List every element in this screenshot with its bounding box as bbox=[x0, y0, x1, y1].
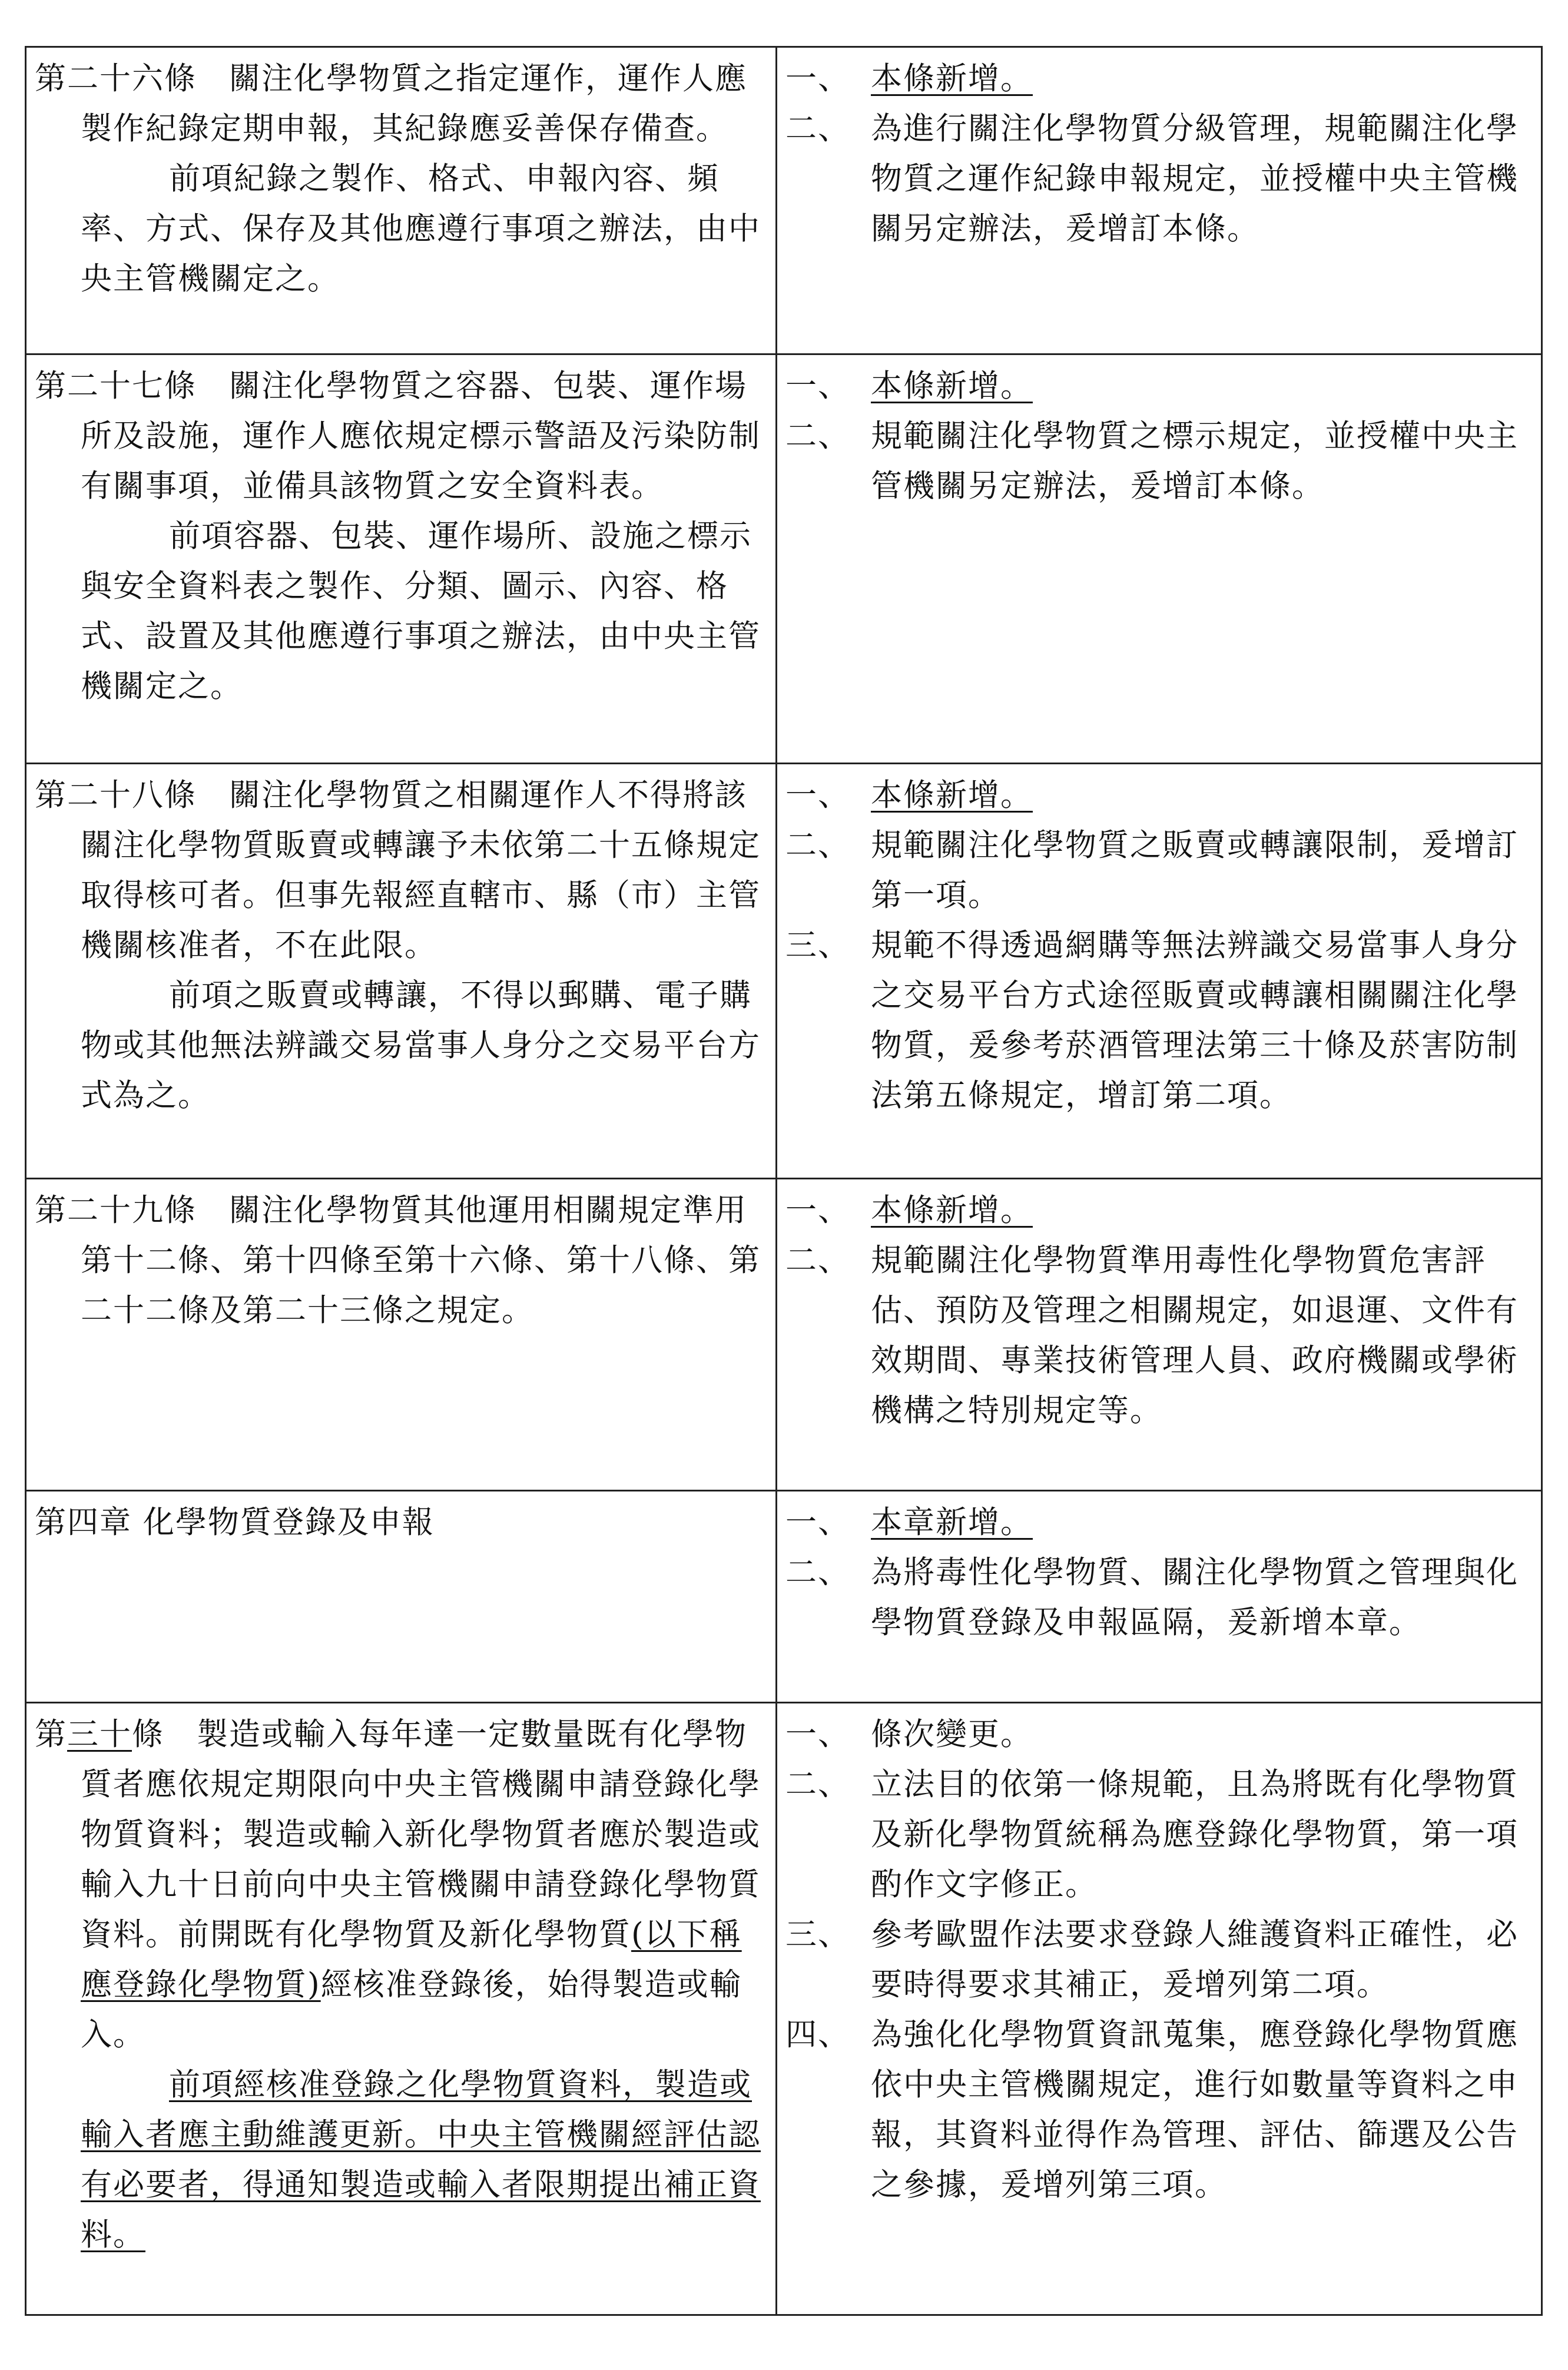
explanation-item bbox=[785, 1235, 1533, 1436]
item-text: 本條新增。 bbox=[871, 777, 1033, 813]
explanation-item bbox=[785, 2010, 1533, 2210]
comparison-sheet bbox=[25, 46, 1541, 2316]
explanation-item bbox=[785, 361, 1533, 411]
article-text bbox=[35, 1709, 767, 2060]
explanation-item bbox=[785, 770, 1533, 820]
explanation-item bbox=[785, 1910, 1533, 2010]
item-text: 參考歐盟作法要求登錄人維護資料正確性，必要時得要求其補正，爰增列第二項。 bbox=[871, 1917, 1519, 2003]
item-number: 二、 bbox=[785, 418, 850, 454]
article-body: 條 製造或輸入每年達一定數量既有化學物質者應依規定期限向中央主管機關申請登錄化學物質資料；製造或輸入新化學物質者應於製造或輸入九十日前向中央主管機關申請登錄化學物質資料。前開既有化學物質及新化學物質 bbox=[81, 1716, 761, 1953]
table-row bbox=[26, 1179, 1542, 1491]
item-number: 三、 bbox=[785, 1917, 850, 1953]
item-text: 規範關注化學物質之販賣或轉讓限制，爰增訂第一項。 bbox=[871, 827, 1519, 913]
item-number: 一、 bbox=[785, 61, 850, 97]
explanation-cell bbox=[777, 764, 1542, 1179]
article-paragraph: 前項之販賣或轉讓，不得以郵購、電子購物或其他無法辨識交易當事人身分之交易平台方式為之。 bbox=[81, 977, 761, 1113]
item-text: 規範關注化學物質準用毒性化學物質危害評估、預防及管理之相關規定，如退運、文件有效期間、專業技術管理人員、政府機關或學術機構之特別規定等。 bbox=[871, 1242, 1519, 1428]
explanation-cell bbox=[777, 47, 1542, 354]
article-paragraph: 前項紀錄之製作、格式、申報內容、頻率、方式、保存及其他應遵行事項之辦法，由中央主管機關定之。 bbox=[81, 161, 761, 297]
item-text: 條次變更。 bbox=[871, 1716, 1033, 1752]
item-text: 為將毒性化學物質、關注化學物質之管理與化學物質登錄及申報區隔，爰新增本章。 bbox=[871, 1554, 1519, 1640]
explanation-cell bbox=[777, 354, 1542, 764]
article-cell bbox=[26, 1703, 777, 2315]
article-cell bbox=[26, 354, 777, 764]
item-number: 二、 bbox=[785, 827, 850, 863]
article-text: 第二十七條 關注化學物質之容器、包裝、運作場所及設施，運作人應依規定標示警語及污染防制有關事項，並備具該物質之安全資料表。 bbox=[35, 368, 761, 504]
item-number: 四、 bbox=[785, 2017, 850, 2053]
item-text: 規範關注化學物質之標示規定，並授權中央主管機關另定辦法，爰增訂本條。 bbox=[871, 418, 1519, 504]
item-number: 三、 bbox=[785, 927, 850, 963]
article-text: 第二十六條 關注化學物質之指定運作，運作人應製作紀錄定期申報，其紀錄應妥善保存備查。 bbox=[35, 61, 747, 147]
article-cell bbox=[26, 764, 777, 1179]
article-text: 第二十八條 關注化學物質之相關運作人不得將該關注化學物質販賣或轉讓予未依第二十五條規定取得核可者。但事先報經直轄市、縣（市）主管機關核准者，不在此限。 bbox=[35, 777, 761, 963]
article-paragraph: 前項容器、包裝、運作場所、設施之標示與安全資料表之製作、分類、圖示、內容、格式、設置及其他應遵行事項之辦法，由中央主管機關定之。 bbox=[81, 518, 761, 704]
explanation-cell bbox=[777, 1703, 1542, 2315]
defined-term: (以下稱應登錄化學物質) bbox=[81, 1917, 742, 2003]
amendment-comparison-table bbox=[25, 46, 1543, 2316]
explanation-cell bbox=[777, 1491, 1542, 1703]
article-prefix: 第 bbox=[35, 1716, 67, 1752]
item-text: 本條新增。 bbox=[871, 368, 1033, 404]
article-cell bbox=[26, 47, 777, 354]
explanation-item bbox=[785, 54, 1533, 104]
item-text: 為強化化學物質資訊蒐集，應登錄化學物質應依中央主管機關規定，進行如數量等資料之申報，其資料並得作為管理、評估、篩選及公告之參據，爰增列第三項。 bbox=[871, 2017, 1519, 2203]
table-row bbox=[26, 1491, 1542, 1703]
item-number: 一、 bbox=[785, 777, 850, 813]
table-row bbox=[26, 354, 1542, 764]
explanation-item bbox=[785, 1497, 1533, 1547]
table-row bbox=[26, 764, 1542, 1179]
chapter-heading: 第四章 化學物質登錄及申報 bbox=[35, 1504, 435, 1540]
item-number: 一、 bbox=[785, 1716, 850, 1752]
item-number: 二、 bbox=[785, 1242, 850, 1278]
item-text: 本條新增。 bbox=[871, 61, 1033, 97]
explanation-item bbox=[785, 1759, 1533, 1910]
item-number: 二、 bbox=[785, 1554, 850, 1590]
chapter-cell bbox=[26, 1491, 777, 1703]
article-number: 三十 bbox=[67, 1716, 132, 1752]
explanation-item bbox=[785, 920, 1533, 1121]
item-number: 二、 bbox=[785, 1766, 850, 1802]
article-paragraph bbox=[35, 2060, 767, 2260]
explanation-item bbox=[785, 1185, 1533, 1235]
article-cell bbox=[26, 1179, 777, 1491]
item-number: 一、 bbox=[785, 1504, 850, 1540]
explanation-item bbox=[785, 1547, 1533, 1648]
table-row bbox=[26, 47, 1542, 354]
article-text: 第二十九條 關注化學物質其他運用相關規定準用第十二條、第十四條至第十六條、第十八條、第二十二條及第二十三條之規定。 bbox=[35, 1192, 761, 1328]
explanation-item bbox=[785, 104, 1533, 254]
explanation-item bbox=[785, 1709, 1533, 1759]
item-text: 規範不得透過網購等無法辨識交易當事人身分之交易平台方式途徑販賣或轉讓相關關注化學物質，爰參考菸酒管理法第三十條及菸害防制法第五條規定，增訂第二項。 bbox=[871, 927, 1519, 1113]
explanation-cell bbox=[777, 1179, 1542, 1491]
item-text: 為進行關注化學物質分級管理，規範關注化學物質之運作紀錄申報規定，並授權中央主管機關另定辦法，爰增訂本條。 bbox=[871, 111, 1519, 247]
item-text: 本條新增。 bbox=[871, 1192, 1033, 1228]
item-number: 二、 bbox=[785, 111, 850, 147]
explanation-item bbox=[785, 411, 1533, 511]
item-number: 一、 bbox=[785, 368, 850, 404]
item-number: 一、 bbox=[785, 1192, 850, 1228]
table-row bbox=[26, 1703, 1542, 2315]
item-text: 立法目的依第一條規範，且為將既有化學物質及新化學物質統稱為應登錄化學物質，第一項酌作文字修正。 bbox=[871, 1766, 1519, 1902]
article-tail: 經核准登錄後，始得製造或輸入。 bbox=[81, 1967, 742, 2053]
explanation-item bbox=[785, 820, 1533, 920]
added-paragraph: 前項經核准登錄之化學物質資料，製造或輸入者應主動維護更新。中央主管機關經評估認有必要者，得通知製造或輸入者限期提出補正資料。 bbox=[81, 2067, 761, 2253]
item-text: 本章新增。 bbox=[871, 1504, 1033, 1540]
